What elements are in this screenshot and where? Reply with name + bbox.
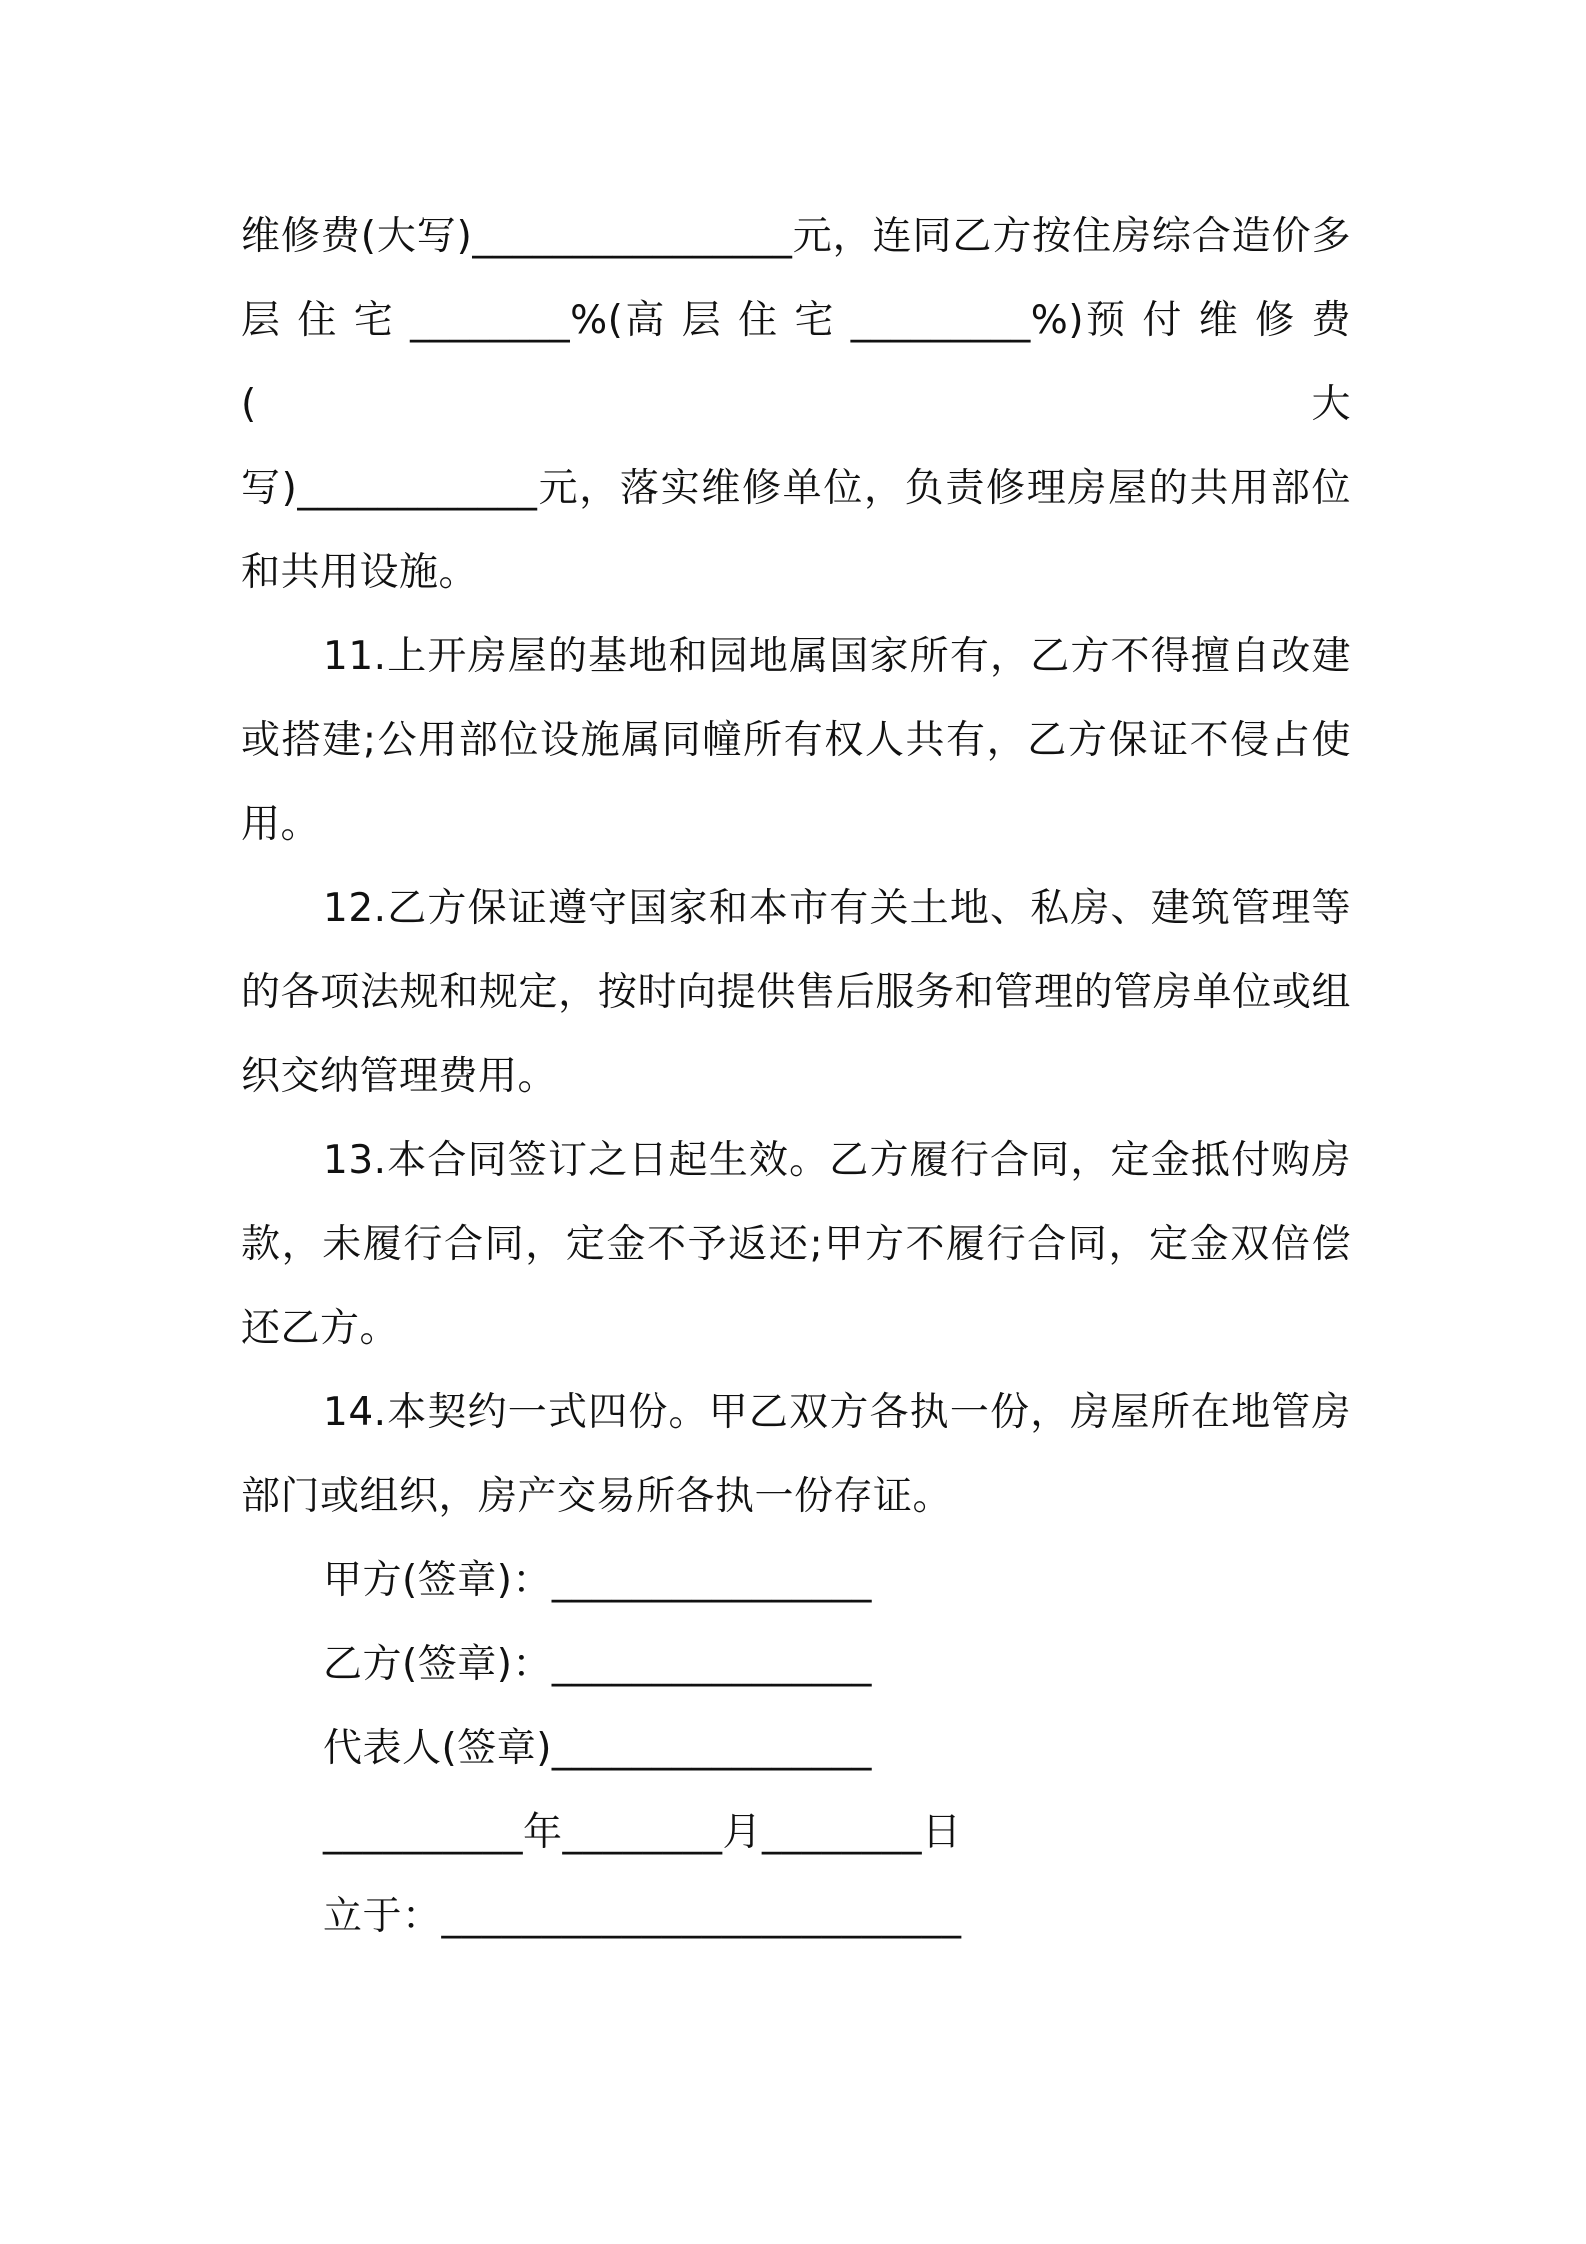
- clause-14: 14.本契约一式四份。甲乙双方各执一份，房屋所在地管房部门或组织，房产交易所各执一份存证。: [241, 1390, 1351, 1519]
- clause-11: 11.上开房屋的基地和园地属国家所有，乙方不得擅自改建或搭建;公用部位设施属同幢所有权人共有，乙方保证不侵占使用。: [241, 634, 1351, 847]
- fee-line-3: 写)____________元，落实维修单位，负责修理房屋的共用部位: [241, 466, 1351, 511]
- clause-13: 13.本合同签订之日起生效。乙方履行合同，定金抵付购房款，未履行合同，定金不予返还;甲方不履行合同，定金双倍偿还乙方。: [241, 1138, 1351, 1351]
- fee-line-2: 层 住 宅 ________%(高 层 住 宅 _________%)预 付 维 修 费 (大: [241, 298, 1351, 427]
- signing-place: 立于：__________________________: [323, 1894, 962, 1939]
- party-a-signature: 甲方(签章)：________________: [323, 1558, 872, 1603]
- maintenance-fee-paragraph: [241, 195, 1351, 615]
- fee-line-1: 维修费(大写)________________元，连同乙方按住房综合造价多: [241, 214, 1351, 259]
- clause-12: 12.乙方保证遵守国家和本市有关土地、私房、建筑管理等的各项法规和规定，按时向提供售后服务和管理的管房单位或组织交纳管理费用。: [241, 886, 1351, 1099]
- fee-line-4: 和共用设施。: [241, 550, 479, 595]
- document-body: [241, 195, 1351, 1959]
- signature-block: [241, 1539, 1351, 1959]
- signing-date: __________年________月________日: [323, 1810, 962, 1855]
- party-b-signature: 乙方(签章)：________________: [323, 1642, 872, 1687]
- representative-signature: 代表人(签章)________________: [323, 1726, 872, 1771]
